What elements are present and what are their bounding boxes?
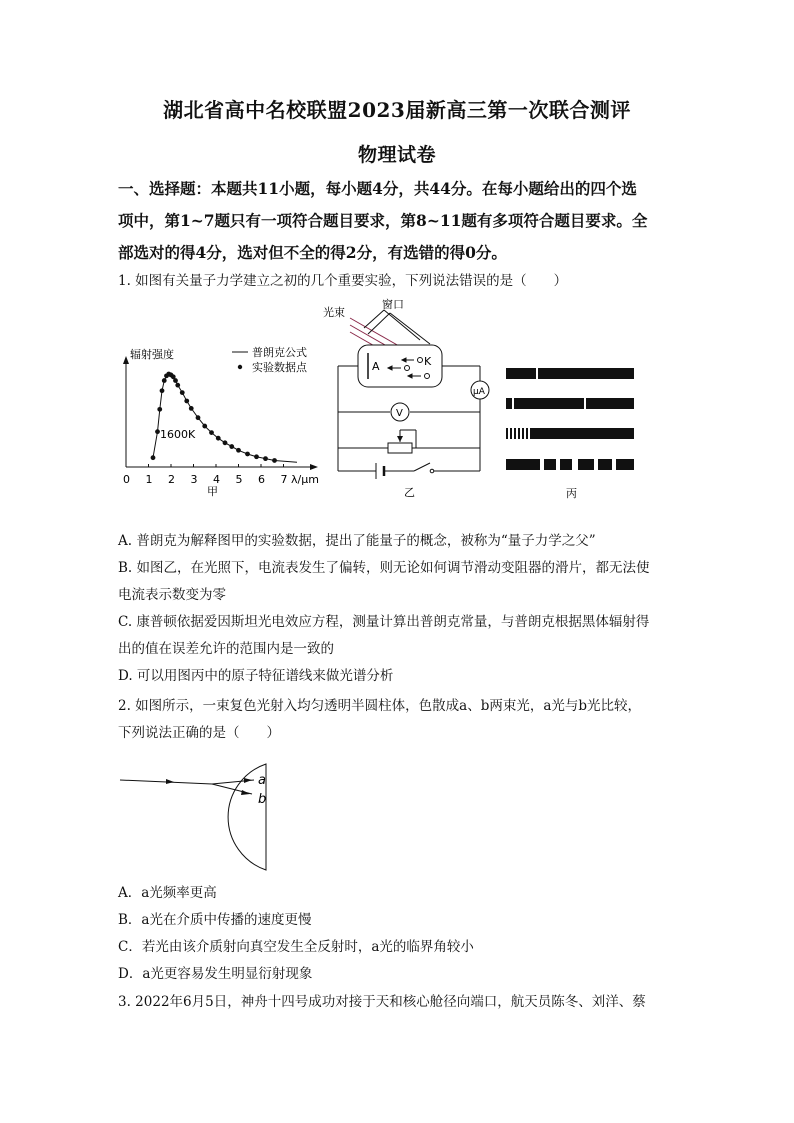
fig-yi-caption: 乙 xyxy=(404,486,415,499)
section-line: 项中，第1~7题只有一项符合题目要求，第8~11题有多项符合题目要求。全 xyxy=(118,211,648,230)
fig-q2-half-cylinder xyxy=(118,758,278,878)
q2-stem-line: 2. 如图所示，一束复色光射入均匀透明半圆柱体，色散成a、b两束光，a光与b光比较， xyxy=(118,698,642,714)
q2-stem xyxy=(118,693,678,747)
data-point xyxy=(184,399,189,404)
section-line: 部选对的得4分，选对但不全的得2分，有选错的得0分。 xyxy=(118,243,507,262)
label-a: a xyxy=(258,773,266,788)
q1-options xyxy=(118,528,678,690)
section-line: 一、选择题：本题共11小题，每小题4分，共44分。在每小题给出的四个选 xyxy=(118,179,637,198)
rheostat xyxy=(388,443,412,453)
x-axis-unit: λ/μm xyxy=(291,473,319,486)
label-b: b xyxy=(258,792,267,807)
fig-yi-photoelectric-circuit xyxy=(320,298,500,503)
data-point xyxy=(229,444,234,449)
data-point xyxy=(151,455,156,460)
q2-option-b: B．a光在介质中传播的速度更慢 xyxy=(118,912,312,928)
x-axis-arrow xyxy=(310,464,318,470)
slider-arrow xyxy=(397,436,403,442)
q2-options xyxy=(118,880,678,988)
data-point xyxy=(162,378,167,383)
data-point xyxy=(223,440,228,445)
window-label: 窗口 xyxy=(382,298,404,311)
fig-bing-spectral-lines xyxy=(500,360,640,502)
anode-label: A xyxy=(372,360,380,373)
data-point xyxy=(180,390,185,395)
light-beam-label: 光束 xyxy=(323,306,345,319)
data-point xyxy=(209,430,214,435)
data-point xyxy=(160,388,165,393)
microammeter-label: μA xyxy=(473,387,485,397)
data-point xyxy=(236,448,241,453)
data-point xyxy=(173,378,178,383)
q1-stem: 1. 如图有关量子力学建立之初的几个重要实验，下列说法错误的是（ ） xyxy=(118,273,568,289)
page-subtitle: 物理试卷 xyxy=(357,144,436,166)
data-point xyxy=(245,452,250,457)
legend-dot-sample xyxy=(238,365,242,369)
q2-stem-line: 下列说法正确的是（ ） xyxy=(118,725,280,741)
q1-option-b: B. 如图乙，在光照下，电流表发生了偏转，则无论如何调节滑动变阻器的滑片，都无法使 xyxy=(118,560,650,576)
q2-option-a: A．a光频率更高 xyxy=(118,885,217,901)
planck-curve xyxy=(153,374,297,462)
switch-pivot xyxy=(430,469,434,473)
data-point xyxy=(157,407,162,412)
data-point xyxy=(263,456,268,461)
cathode-label: K xyxy=(424,355,432,368)
section-instructions xyxy=(118,173,678,269)
q1-option-a: A. 普朗克为解释图甲的实验数据，提出了能量子的概念，被称为“量子力学之父” xyxy=(118,533,596,549)
y-axis-arrow xyxy=(123,356,129,364)
x-tick-label: 1 xyxy=(145,473,153,486)
fig-jia-caption: 甲 xyxy=(207,485,218,498)
data-point xyxy=(189,406,194,411)
spectrum-bar-3 xyxy=(506,428,634,439)
spectrum-bar-1 xyxy=(506,368,536,379)
temperature-label: 1600K xyxy=(160,428,196,441)
q2-option-d: D．a光更容易发生明显衍射现象 xyxy=(118,966,313,982)
data-point xyxy=(196,415,201,420)
data-point xyxy=(216,436,221,441)
spectrum-bar-4 xyxy=(506,459,634,470)
q2-option-c: C．若光由该介质射向真空发生全反射时，a光的临界角较小 xyxy=(118,939,474,955)
y-axis-label: 辐射强度 xyxy=(130,348,174,361)
data-point xyxy=(254,454,259,459)
fig-jia-blackbody-chart xyxy=(112,342,322,502)
q1-option-d: D. 可以用图丙中的原子特征谱线来做光谱分析 xyxy=(118,668,394,684)
x-tick-label: 3 xyxy=(190,473,198,486)
x-tick-label: 0 xyxy=(123,473,130,486)
x-tick-label: 2 xyxy=(168,473,175,486)
data-point xyxy=(272,458,277,463)
data-point xyxy=(175,383,180,388)
spectrum-bar-2 xyxy=(506,398,512,409)
q3-stem: 3. 2022年6月5日，神舟十四号成功对接于天和核心舱径向端口，航天员陈冬、刘洋、蔡 xyxy=(118,994,646,1010)
x-tick-label: 4 xyxy=(213,473,220,486)
data-point xyxy=(202,424,207,429)
page-title: 湖北省高中名校联盟2023届新高三第一次联合测评 xyxy=(163,98,631,122)
legend-line-label: 普朗克公式 xyxy=(252,346,307,359)
x-tick-label: 6 xyxy=(258,473,265,486)
fig-bing-caption: 丙 xyxy=(566,487,577,500)
q1-option-b-cont: 电流表示数变为零 xyxy=(118,587,226,603)
q1-option-c-cont: 出的值在误差允许的范围内是一致的 xyxy=(118,641,334,657)
q1-option-c: C. 康普顿依据爱因斯坦光电效应方程，测量计算出普朗克常量，与普朗克根据黑体辐射得 xyxy=(118,614,650,630)
legend-dot-label: 实验数据点 xyxy=(252,361,307,374)
voltmeter-label: V xyxy=(396,408,403,419)
x-tick-label: 7 xyxy=(280,473,288,486)
x-tick-label: 5 xyxy=(235,473,243,486)
